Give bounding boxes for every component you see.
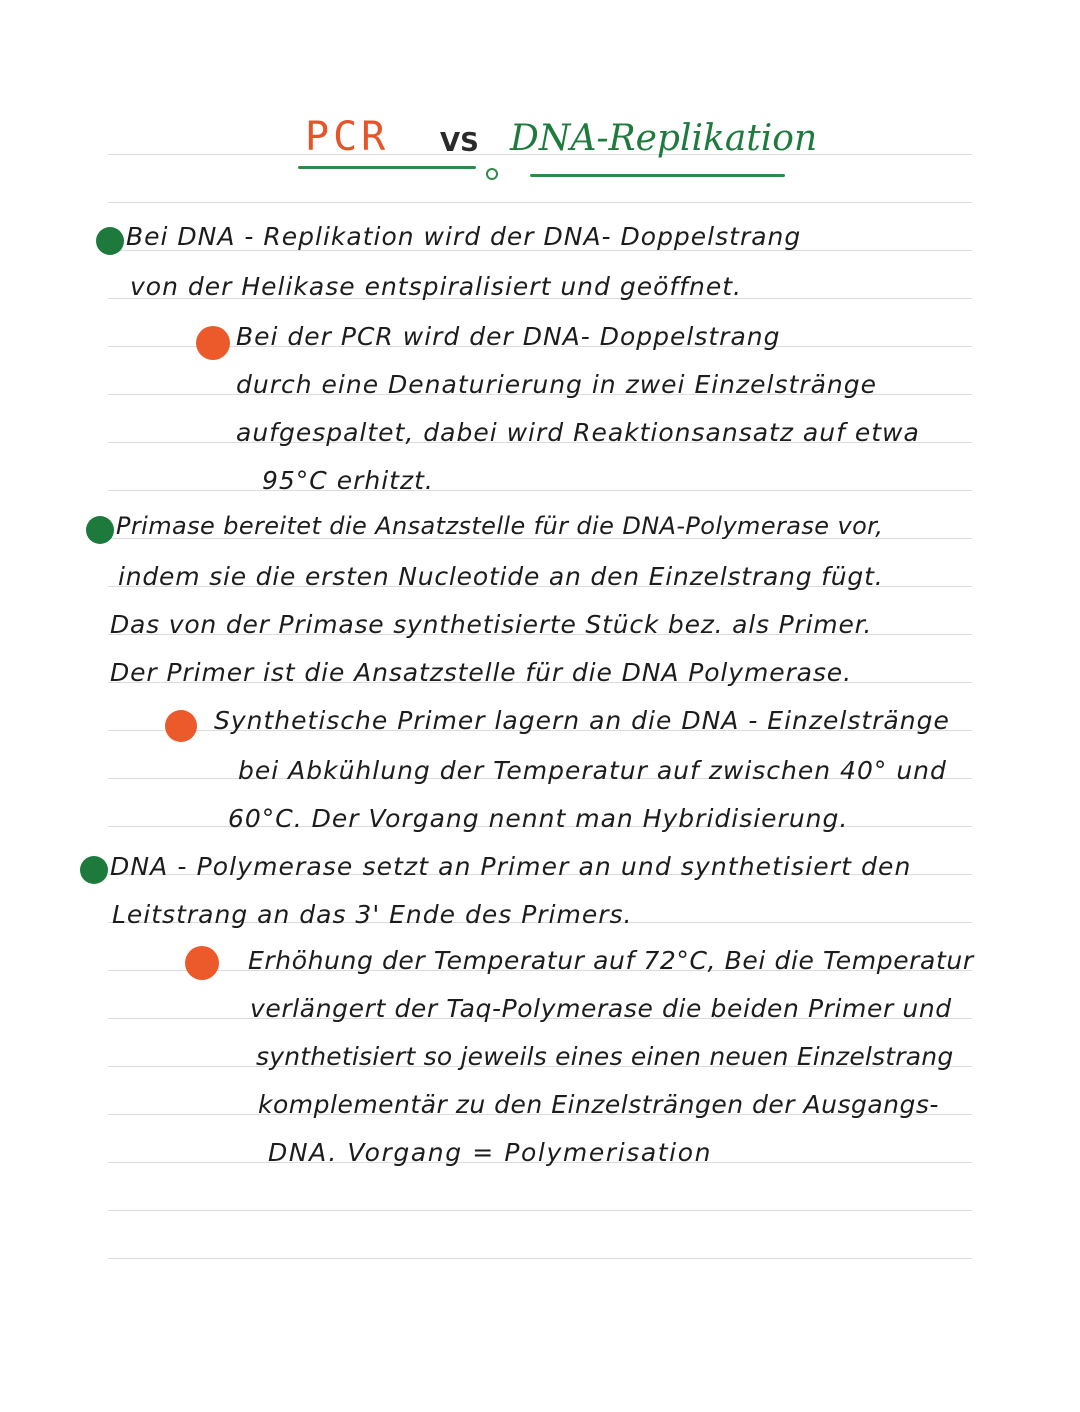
note-line: durch eine Denaturierung in zwei Einzelstränge (236, 370, 877, 399)
green-bullet-dot (80, 856, 108, 884)
note-line: 95°C erhitzt. (262, 466, 434, 495)
note-line: synthetisiert so jeweils eines einen neuen Einzelstrang (256, 1042, 954, 1071)
note-line: von der Helikase entspiralisiert und geöffnet. (130, 272, 742, 301)
note-line: Leitstrang an das 3' Ende des Primers. (112, 900, 633, 929)
small-circle-mark (486, 168, 498, 180)
note-line: DNA - Polymerase setzt an Primer an und synthetisiert den (110, 852, 912, 881)
orange-bullet-dot (196, 326, 230, 360)
note-line: aufgespaltet, dabei wird Reaktionsansatz auf etwa (236, 418, 920, 447)
note-line: Erhöhung der Temperatur auf 72°C, Bei die Temperatur (248, 946, 974, 975)
green-bullet-dot (96, 227, 124, 255)
note-line: Primase bereitet die Ansatzstelle für die DNA-Polymerase vor, (116, 512, 884, 540)
title-vs: VS (440, 128, 479, 158)
page-title (0, 112, 1080, 182)
note-line: Synthetische Primer lagern an die DNA - Einzelstränge (214, 706, 950, 735)
note-line: bei Abkühlung der Temperatur auf zwischen 40° und (238, 756, 947, 785)
title-dna-replikation: DNA-Replikation (510, 118, 818, 159)
green-bullet-dot (86, 516, 114, 544)
note-line: indem sie die ersten Nucleotide an den Einzelstrang fügt. (118, 562, 884, 591)
title-pcr: PCR (305, 114, 390, 160)
note-line: Bei DNA - Replikation wird der DNA- Doppelstrang (126, 222, 802, 251)
note-line: Das von der Primase synthetisierte Stück bez. als Primer. (110, 610, 873, 639)
orange-bullet-dot (185, 946, 219, 980)
ruled-line (108, 1258, 972, 1259)
note-line: komplementär zu den Einzelsträngen der Ausgangs- (258, 1090, 939, 1119)
ruled-line (108, 1210, 972, 1211)
ruled-line (108, 202, 972, 203)
ruled-line (108, 490, 972, 491)
note-line: Bei der PCR wird der DNA- Doppelstrang (236, 322, 781, 351)
note-line: DNA. Vorgang = Polymerisation (268, 1138, 713, 1167)
title-pcr-underline (298, 166, 476, 169)
title-dna-underline (530, 174, 785, 177)
orange-bullet-dot (165, 710, 197, 742)
note-line: verlängert der Taq-Polymerase die beiden Primer und (250, 994, 952, 1023)
note-line: Der Primer ist die Ansatzstelle für die DNA Polymerase. (110, 658, 852, 687)
note-line: 60°C. Der Vorgang nennt man Hybridisierung. (228, 804, 849, 833)
